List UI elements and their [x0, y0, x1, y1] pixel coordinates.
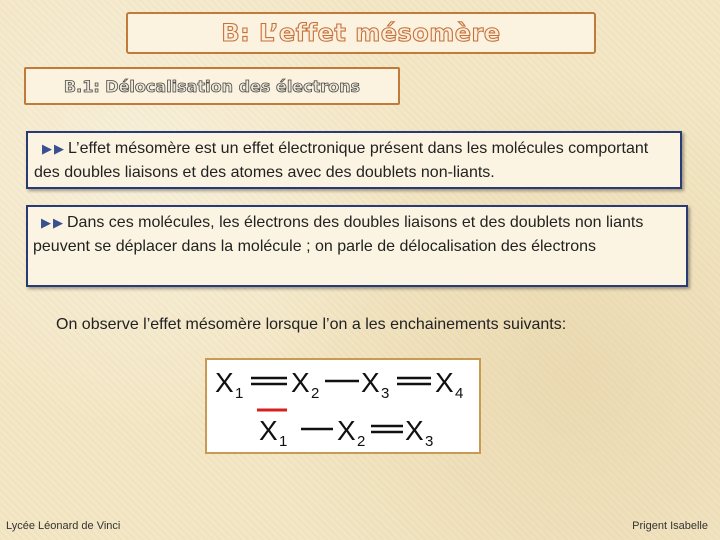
footer-author: Prigent Isabelle: [632, 520, 708, 532]
formula1-atom-3: X: [361, 367, 380, 398]
formula2-sub-2: 2: [357, 433, 366, 450]
section-subtitle-box: [24, 67, 400, 105]
formula-diagram: [207, 360, 479, 452]
formula2-atom-1: X: [259, 415, 278, 446]
delocalisation-box: [26, 205, 688, 287]
bullet-arrows-icon: ▶▶: [42, 141, 66, 156]
formula2-atom-2: X: [337, 415, 356, 446]
bullet-arrows-icon: ▶▶: [41, 215, 65, 230]
formula2-sub-1: 1: [279, 433, 288, 450]
slide-title: B: L’effet mésomère: [221, 19, 501, 47]
formula1-atom-2: X: [291, 367, 310, 398]
formula1-sub-3: 3: [381, 385, 390, 402]
slide-title-box: [126, 12, 596, 54]
footer-school: Lycée Léonard de Vinci: [6, 520, 121, 532]
definition-text: L’effet mésomère est un effet électronique présent dans les molécules comportant des doubles liaisons et des atomes avec des doublets non-liants.: [34, 140, 649, 181]
formula1-sub-2: 2: [311, 385, 320, 402]
formula2-sub-3: 3: [425, 433, 434, 450]
formula1-sub-4: 4: [455, 385, 464, 402]
delocalisation-text: Dans ces molécules, les électrons des doubles liaisons et des doublets non liants peuvent se déplacer dans la molécule ; on parle de délocalisation des électrons: [33, 214, 644, 255]
formula1-sub-1: 1: [235, 385, 244, 402]
formula-box: [205, 358, 481, 454]
formula1-atom-4: X: [435, 367, 454, 398]
formula2-atom-3: X: [405, 415, 424, 446]
formula1-atom-1: X: [215, 367, 234, 398]
section-subtitle: B.1: Délocalisation des électrons: [63, 76, 361, 96]
observation-text: On observe l’effet mésomère lorsque l’on a les enchainements suivants:: [56, 316, 567, 333]
definition-box: [26, 131, 682, 189]
